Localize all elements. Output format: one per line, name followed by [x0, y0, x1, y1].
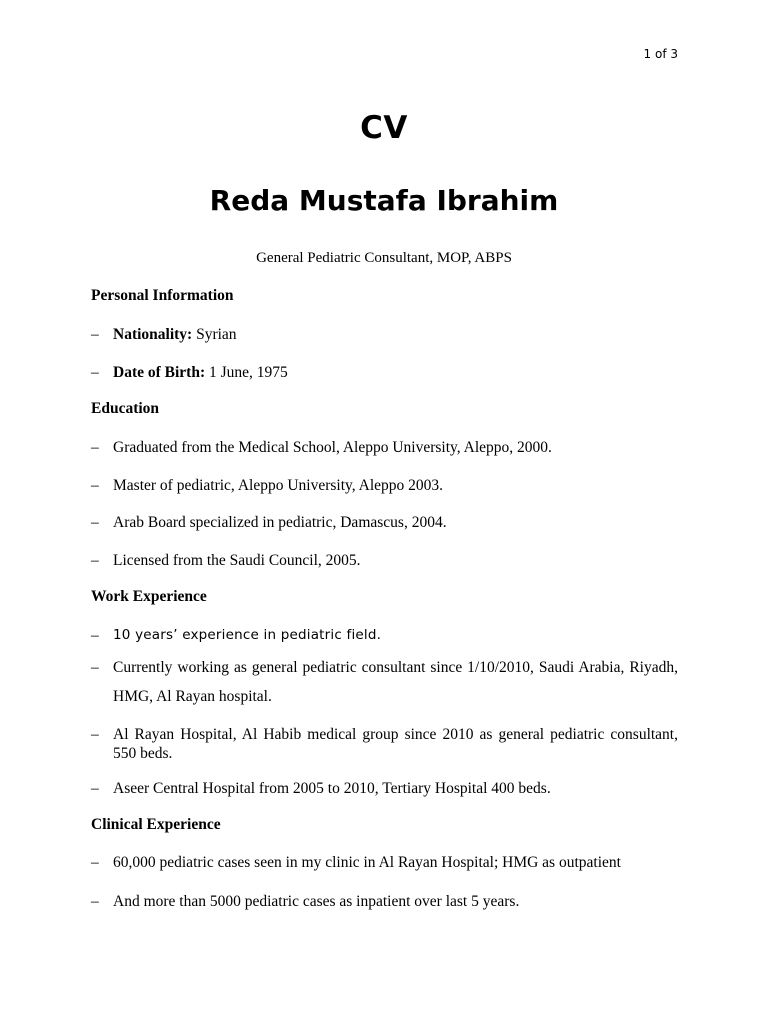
education-item — [91, 438, 678, 457]
education-heading: Education — [91, 400, 160, 417]
bullet-dash: – — [91, 726, 99, 743]
bullet-dash: – — [91, 439, 99, 456]
nationality-value: Syrian — [192, 326, 237, 343]
professional-subtitle: General Pediatric Consultant, MOP, ABPS — [256, 250, 512, 266]
bullet-dash: – — [91, 893, 99, 910]
clinical-item — [91, 892, 678, 911]
work-item-text: Al Rayan Hospital, Al Habib medical group since 2010 as general pediatric consultant, 550 beds. — [113, 726, 678, 762]
nationality-item — [91, 325, 678, 344]
page-number: 1 of 3 — [643, 47, 678, 61]
work-item — [91, 626, 678, 645]
nationality-label: Nationality: — [113, 326, 193, 343]
bullet-dash: – — [91, 780, 99, 797]
work-item — [91, 725, 678, 763]
dob-value: 1 June, 1975 — [205, 364, 288, 381]
education-item-text: Licensed from the Saudi Council, 2005. — [113, 552, 361, 569]
candidate-name: Reda Mustafa Ibrahim — [209, 184, 559, 217]
clinical-item-text: 60,000 pediatric cases seen in my clinic in Al Rayan Hospital; HMG as outpatient — [113, 854, 621, 871]
work-item-text: Currently working as general pediatric consultant since 1/10/2010, Saudi Arabia, Riyadh, HMG, Al Rayan hospital. — [113, 659, 678, 705]
date-of-birth-item — [91, 363, 678, 382]
work-item-text: 10 years’ experience in pediatric field. — [113, 627, 382, 643]
bullet-dash: – — [91, 552, 99, 569]
education-item — [91, 476, 678, 495]
clinical-item — [91, 853, 678, 872]
work-item-text: Aseer Central Hospital from 2005 to 2010, Tertiary Hospital 400 beds. — [113, 780, 551, 797]
document-title: CV — [360, 110, 408, 146]
personal-info-heading: Personal Information — [91, 287, 234, 304]
bullet-dash: – — [91, 364, 99, 381]
bullet-dash: – — [91, 627, 99, 644]
education-item-text: Master of pediatric, Aleppo University, Aleppo 2003. — [113, 477, 444, 494]
work-item — [91, 653, 678, 711]
bullet-dash: – — [91, 514, 99, 531]
bullet-dash: – — [91, 854, 99, 871]
education-item-text: Graduated from the Medical School, Aleppo University, Aleppo, 2000. — [113, 439, 552, 456]
bullet-dash: – — [91, 326, 99, 343]
work-experience-heading: Work Experience — [91, 588, 207, 605]
dob-text — [113, 363, 678, 382]
clinical-item-text: And more than 5000 pediatric cases as inpatient over last 5 years. — [113, 893, 520, 910]
clinical-experience-heading: Clinical Experience — [91, 816, 221, 833]
education-item — [91, 513, 678, 532]
nationality-text — [113, 325, 678, 344]
bullet-dash: – — [91, 477, 99, 494]
dob-label: Date of Birth: — [113, 364, 206, 381]
bullet-dash: – — [91, 659, 99, 676]
education-item-text: Arab Board specialized in pediatric, Damascus, 2004. — [113, 514, 447, 531]
education-item — [91, 551, 678, 570]
work-item — [91, 779, 678, 798]
